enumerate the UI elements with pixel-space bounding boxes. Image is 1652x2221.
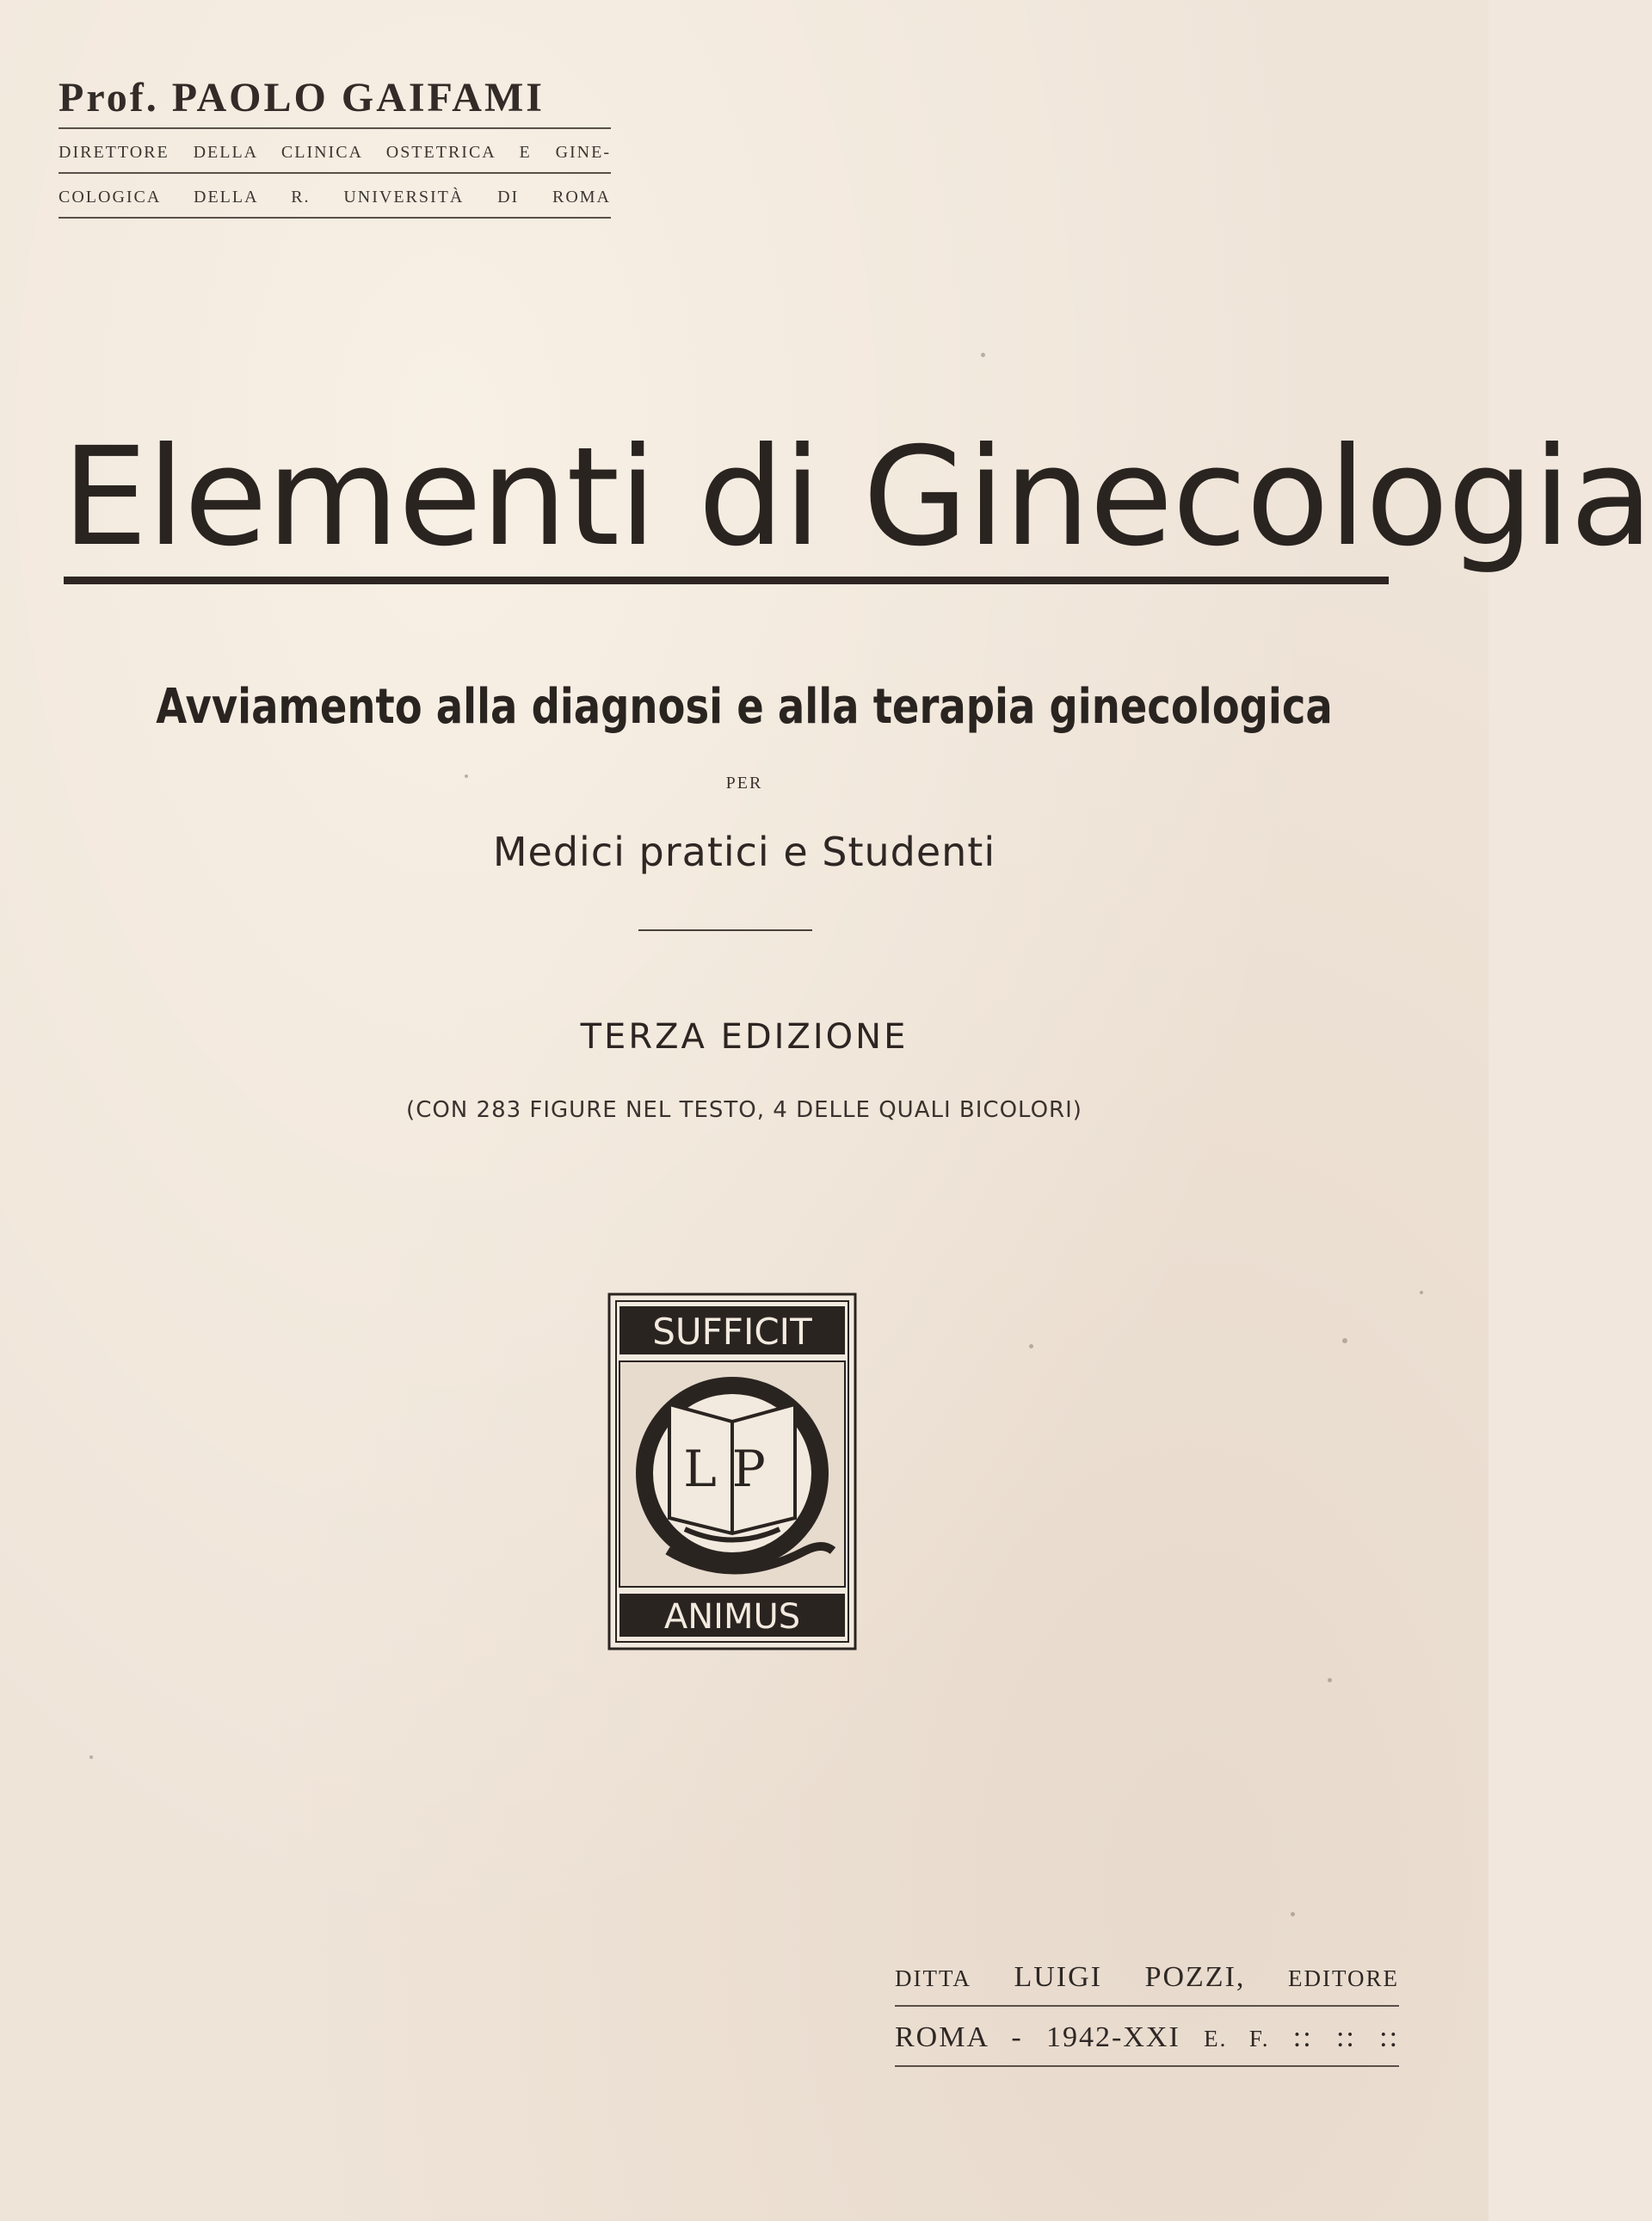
paper-speck [465, 774, 468, 778]
edition-note: (CON 283 FIGURE NEL TESTO, 4 DELLE QUALI BICOLORI) [406, 1097, 1082, 1123]
author-rule [59, 172, 611, 174]
publisher-rule [895, 2005, 1399, 2007]
publisher-emblem [607, 1292, 857, 1650]
publisher-name: LUIGI POZZI, [1014, 1961, 1246, 1993]
emblem-motto-top: SUFFICIT [652, 1311, 812, 1353]
publisher-line-1 [895, 1953, 1399, 2002]
author-rule [59, 127, 611, 129]
emblem-motto-bottom: ANIMUS [663, 1597, 801, 1637]
editore-label: EDITORE [1288, 1965, 1400, 1991]
per-label: PER [725, 774, 763, 793]
ornament-dots: :: :: :: [1292, 2021, 1400, 2053]
publisher-line-2 [895, 2014, 1399, 2062]
edition-label: TERZA EDIZIONE [580, 1017, 909, 1057]
paper-speck [89, 1755, 93, 1759]
paper-speck [1029, 1344, 1033, 1348]
short-divider [638, 929, 812, 931]
publisher-rule [895, 2065, 1399, 2067]
audience-line: Medici pratici e Studenti [492, 829, 996, 875]
author-name: Prof. PAOLO GAIFAMI [59, 75, 545, 120]
emblem-monogram: LP [683, 1440, 781, 1498]
city-year: ROMA - 1942-XXI [895, 2021, 1180, 2053]
author-affiliation-line-2: COLOGICA DELLA R. UNIVERSITÀ DI ROMA [59, 188, 611, 207]
ditta-label: DITTA [895, 1965, 971, 1991]
publisher-block [895, 1953, 1399, 2074]
paper-speck [1328, 1678, 1332, 1682]
author-rule [59, 217, 611, 219]
author-block [59, 71, 611, 224]
author-affiliation-line-1: DIRETTORE DELLA CLINICA OSTETRICA E GINE- [59, 143, 611, 162]
title-underline [64, 577, 1389, 584]
paper-speck [981, 353, 985, 357]
book-title: Elementi di Ginecologia [62, 418, 1652, 577]
book-subtitle: Avviamento alla diagnosi e alla terapia ginecologica [156, 679, 1333, 735]
paper-speck [1342, 1338, 1347, 1343]
paper-speck [1291, 1912, 1295, 1916]
paper-speck [1420, 1291, 1423, 1294]
era-fascista-label: E. F. [1204, 2026, 1270, 2051]
